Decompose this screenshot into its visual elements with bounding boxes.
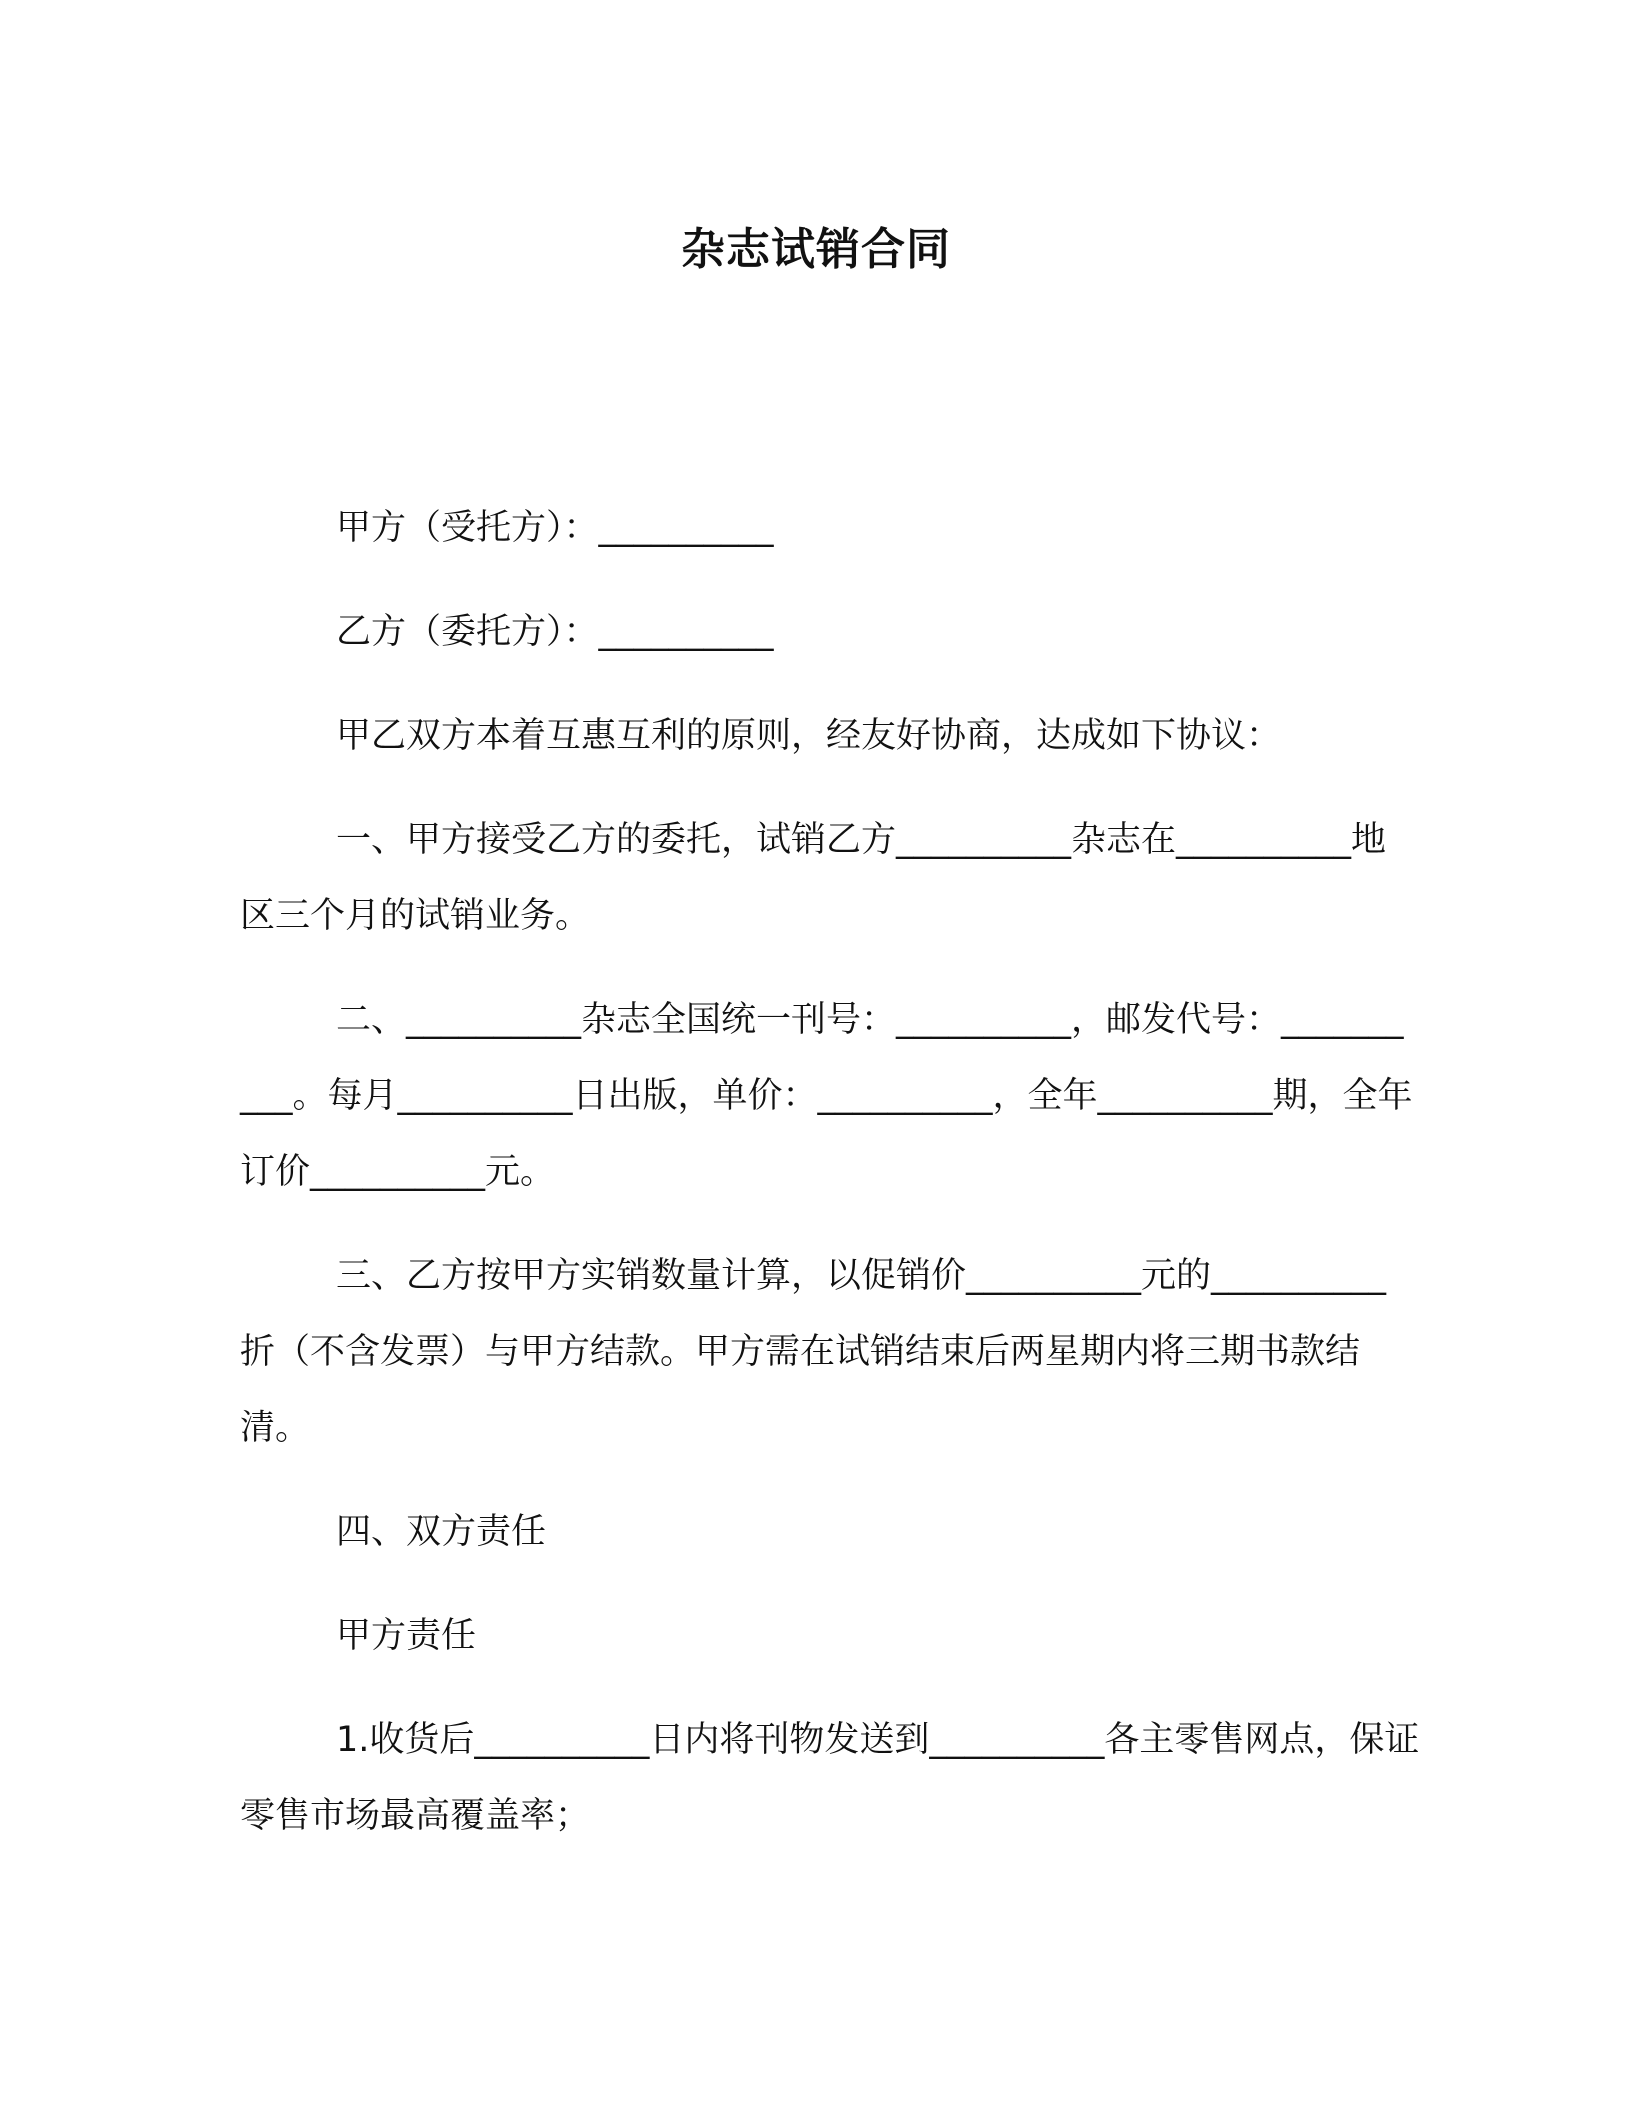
- party-b-line: 乙方（委托方）：__________: [336, 612, 774, 652]
- duty-1-paragraph: 1.收货后__________日内将刊物发送到__________各主零售网点，保证零售市场最高覆盖率；: [240, 1720, 1420, 1836]
- document-title: 杂志试销合同: [681, 224, 951, 275]
- preamble-paragraph: 甲乙双方本着互惠互利的原则，经友好协商，达成如下协议：: [336, 716, 1282, 756]
- document-body: [240, 490, 1420, 1882]
- clause-4-heading: 四、双方责任: [336, 1512, 547, 1552]
- clause-2-paragraph: 二、__________杂志全国统一刊号：__________，邮发代号：__________。每月__________日出版，单价：__________，全年__________期，全年订价__________元。: [240, 1000, 1413, 1192]
- clause-3-paragraph: 三、乙方按甲方实销数量计算，以促销价__________元的__________折（不含发票）与甲方结款。甲方需在试销结束后两星期内将三期书款结清。: [240, 1256, 1387, 1448]
- party-a-duties-heading: 甲方责任: [336, 1616, 477, 1656]
- party-a-line: 甲方（受托方）：__________: [336, 508, 774, 548]
- clause-1-paragraph: 一、甲方接受乙方的委托，试销乙方__________杂志在__________地区三个月的试销业务。: [240, 820, 1387, 936]
